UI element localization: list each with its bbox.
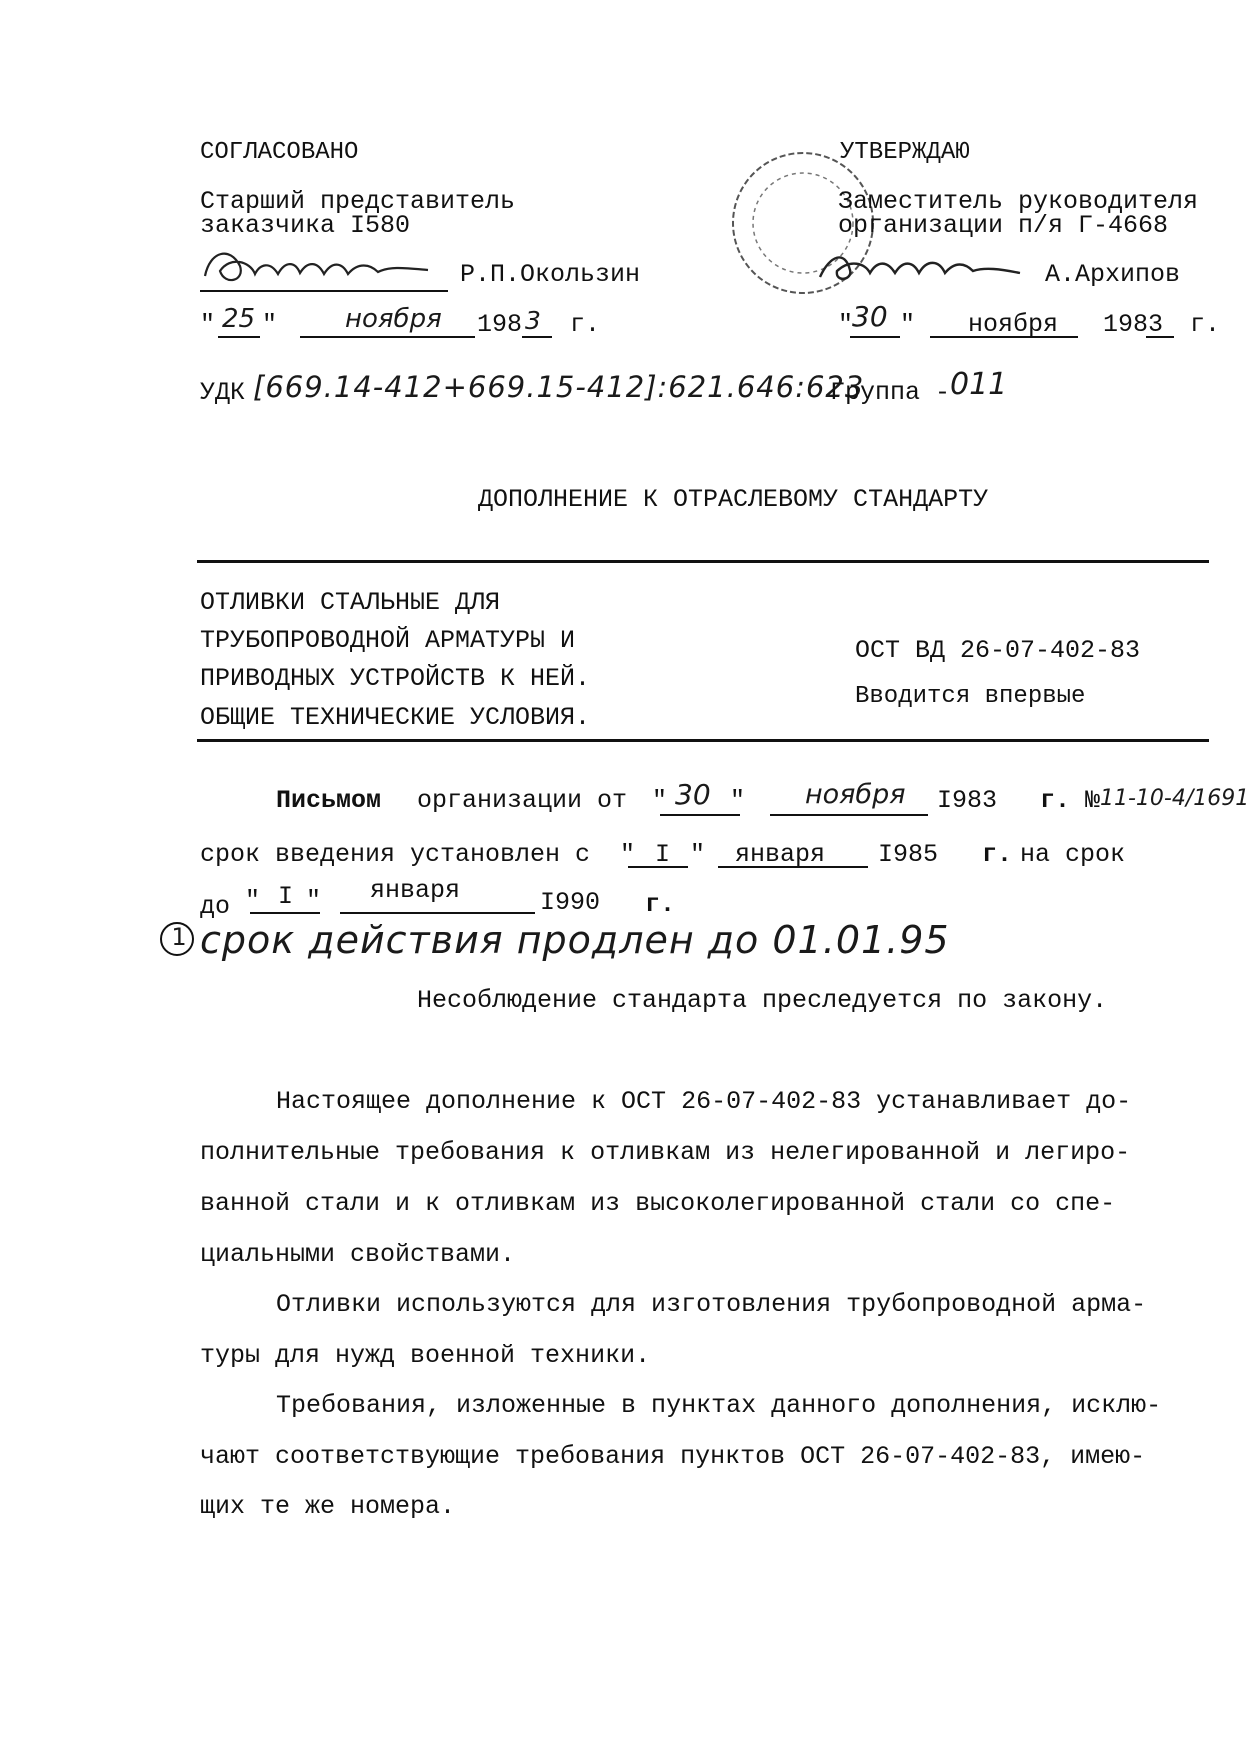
approval-left-month: ноября	[345, 304, 442, 334]
approval-left-year-prefix: 198	[477, 310, 523, 339]
amendment-text: срок действия продлен до 01.01.95	[200, 918, 950, 962]
intro-q3: "	[620, 840, 636, 869]
approval-left-name: Р.П.Окользин	[460, 260, 641, 289]
document-title: ДОПОЛНЕНИЕ К ОТРАСЛЕВОМУ СТАНДАРТУ	[478, 485, 989, 514]
intro-letter-word: Письмом	[276, 786, 382, 815]
intro-q6: "	[306, 886, 322, 915]
intro-line2-end-text: на срок	[1020, 840, 1126, 869]
udk-label: УДК	[200, 378, 246, 407]
approval-left-line1: Старший представитель	[200, 187, 516, 216]
intro-date-day: 30	[675, 778, 711, 811]
signature-left	[200, 246, 435, 296]
udk-code: [669.14-412+669.15-412]:621.646:623	[253, 370, 865, 404]
approval-right-year-prefix: 198	[1103, 310, 1149, 339]
body-p2-line-1: Отливки используются для изготовления трубопроводной арма-	[276, 1290, 1147, 1319]
standard-name-line-3: ПРИВОДНЫХ УСТРОЙСТВ К НЕЙ.	[200, 664, 591, 693]
approval-left-quote-open: "	[200, 310, 216, 339]
group-code: 011	[950, 367, 1008, 402]
rule-bottom	[197, 739, 1209, 742]
intro-end-month: января	[370, 876, 461, 905]
standard-name-line-4: ОБЩИЕ ТЕХНИЧЕСКИЕ УСЛОВИЯ.	[200, 703, 591, 732]
approval-left-heading: СОГЛАСОВАНО	[200, 139, 359, 166]
intro-end-day: I	[278, 882, 294, 911]
body-p1-line-2: полнительные требования к отливкам из нелегированной и легиро-	[200, 1138, 1131, 1167]
approval-left-year-suffix: г.	[570, 310, 601, 339]
approval-left-line2: заказчика I580	[200, 211, 411, 240]
body-p2-line-2: туры для нужд военной техники.	[200, 1341, 651, 1370]
intro-line3-end-unit: г.	[645, 890, 676, 919]
standard-name-line-1: ОТЛИВКИ СТАЛЬНЫЕ ДЛЯ	[200, 588, 501, 617]
intro-start-year: I985	[878, 840, 939, 869]
intro-q2: "	[730, 786, 746, 815]
intro-year-unit: г.	[1040, 786, 1071, 815]
intro-line3-start: до	[200, 892, 231, 921]
intro-q4: "	[690, 840, 706, 869]
intro-number-value: 11-10-4/1691	[1100, 786, 1250, 811]
law-notice: Несоблюдение стандарта преследуется по закону.	[417, 986, 1108, 1015]
body-p3-line-3: щих те же номера.	[200, 1492, 456, 1521]
approval-right-year-digit: 3	[1148, 310, 1164, 339]
signature-right	[815, 245, 1025, 290]
approval-right-month: ноября	[968, 310, 1059, 339]
intro-q1: "	[652, 786, 668, 815]
body-p1-line-1: Настоящее дополнение к ОСТ 26-07-402-83 устанавливает до-	[276, 1087, 1132, 1116]
approval-right-year-suffix: г.	[1190, 310, 1221, 339]
approval-left-day: 25	[222, 304, 256, 334]
approval-left-year-digit: 3	[525, 306, 541, 335]
intro-start-month: января	[735, 840, 826, 869]
intro-number-sign: №	[1085, 786, 1101, 815]
intro-org-text: организации от	[417, 786, 628, 815]
body-p1-line-3: ванной стали и к отливкам из высоколегированной стали со спе-	[200, 1189, 1116, 1218]
amendment-number: 1	[171, 923, 187, 951]
intro-line2-end-unit: г.	[982, 840, 1013, 869]
intro-date-year: I983	[937, 786, 998, 815]
body-p3-line-2: чают соответствующие требования пунктов ОСТ 26-07-402-83, имею-	[200, 1442, 1146, 1471]
standard-status: Вводится впервые	[855, 683, 1086, 710]
approval-right-quote-open: "	[838, 310, 854, 339]
standard-name-line-2: ТРУБОПРОВОДНОЙ АРМАТУРЫ И	[200, 626, 576, 655]
body-p3-line-1: Требования, изложенные в пунктах данного дополнения, исклю-	[276, 1391, 1162, 1420]
group-label: Группа -	[830, 378, 951, 407]
approval-right-quote-close: "	[900, 310, 916, 339]
approval-right-name: А.Архипов	[1045, 260, 1181, 289]
rule-top	[197, 560, 1209, 563]
intro-line2-start: срок введения установлен с	[200, 840, 591, 869]
intro-q5: "	[245, 886, 261, 915]
standard-designation: ОСТ ВД 26-07-402-83	[855, 636, 1141, 665]
intro-date-month: ноября	[805, 779, 906, 810]
approval-right-line1: Заместитель руководителя	[838, 187, 1199, 216]
approval-right-heading: УТВЕРЖДАЮ	[840, 139, 970, 166]
approval-left-quote-close: "	[262, 310, 278, 339]
intro-end-year: I990	[540, 888, 601, 917]
intro-start-day: I	[655, 840, 671, 869]
body-p1-line-4: циальными свойствами.	[200, 1240, 516, 1269]
approval-right-line2: организации п/я Г-4668	[838, 211, 1169, 240]
approval-right-day: 30	[852, 300, 888, 333]
